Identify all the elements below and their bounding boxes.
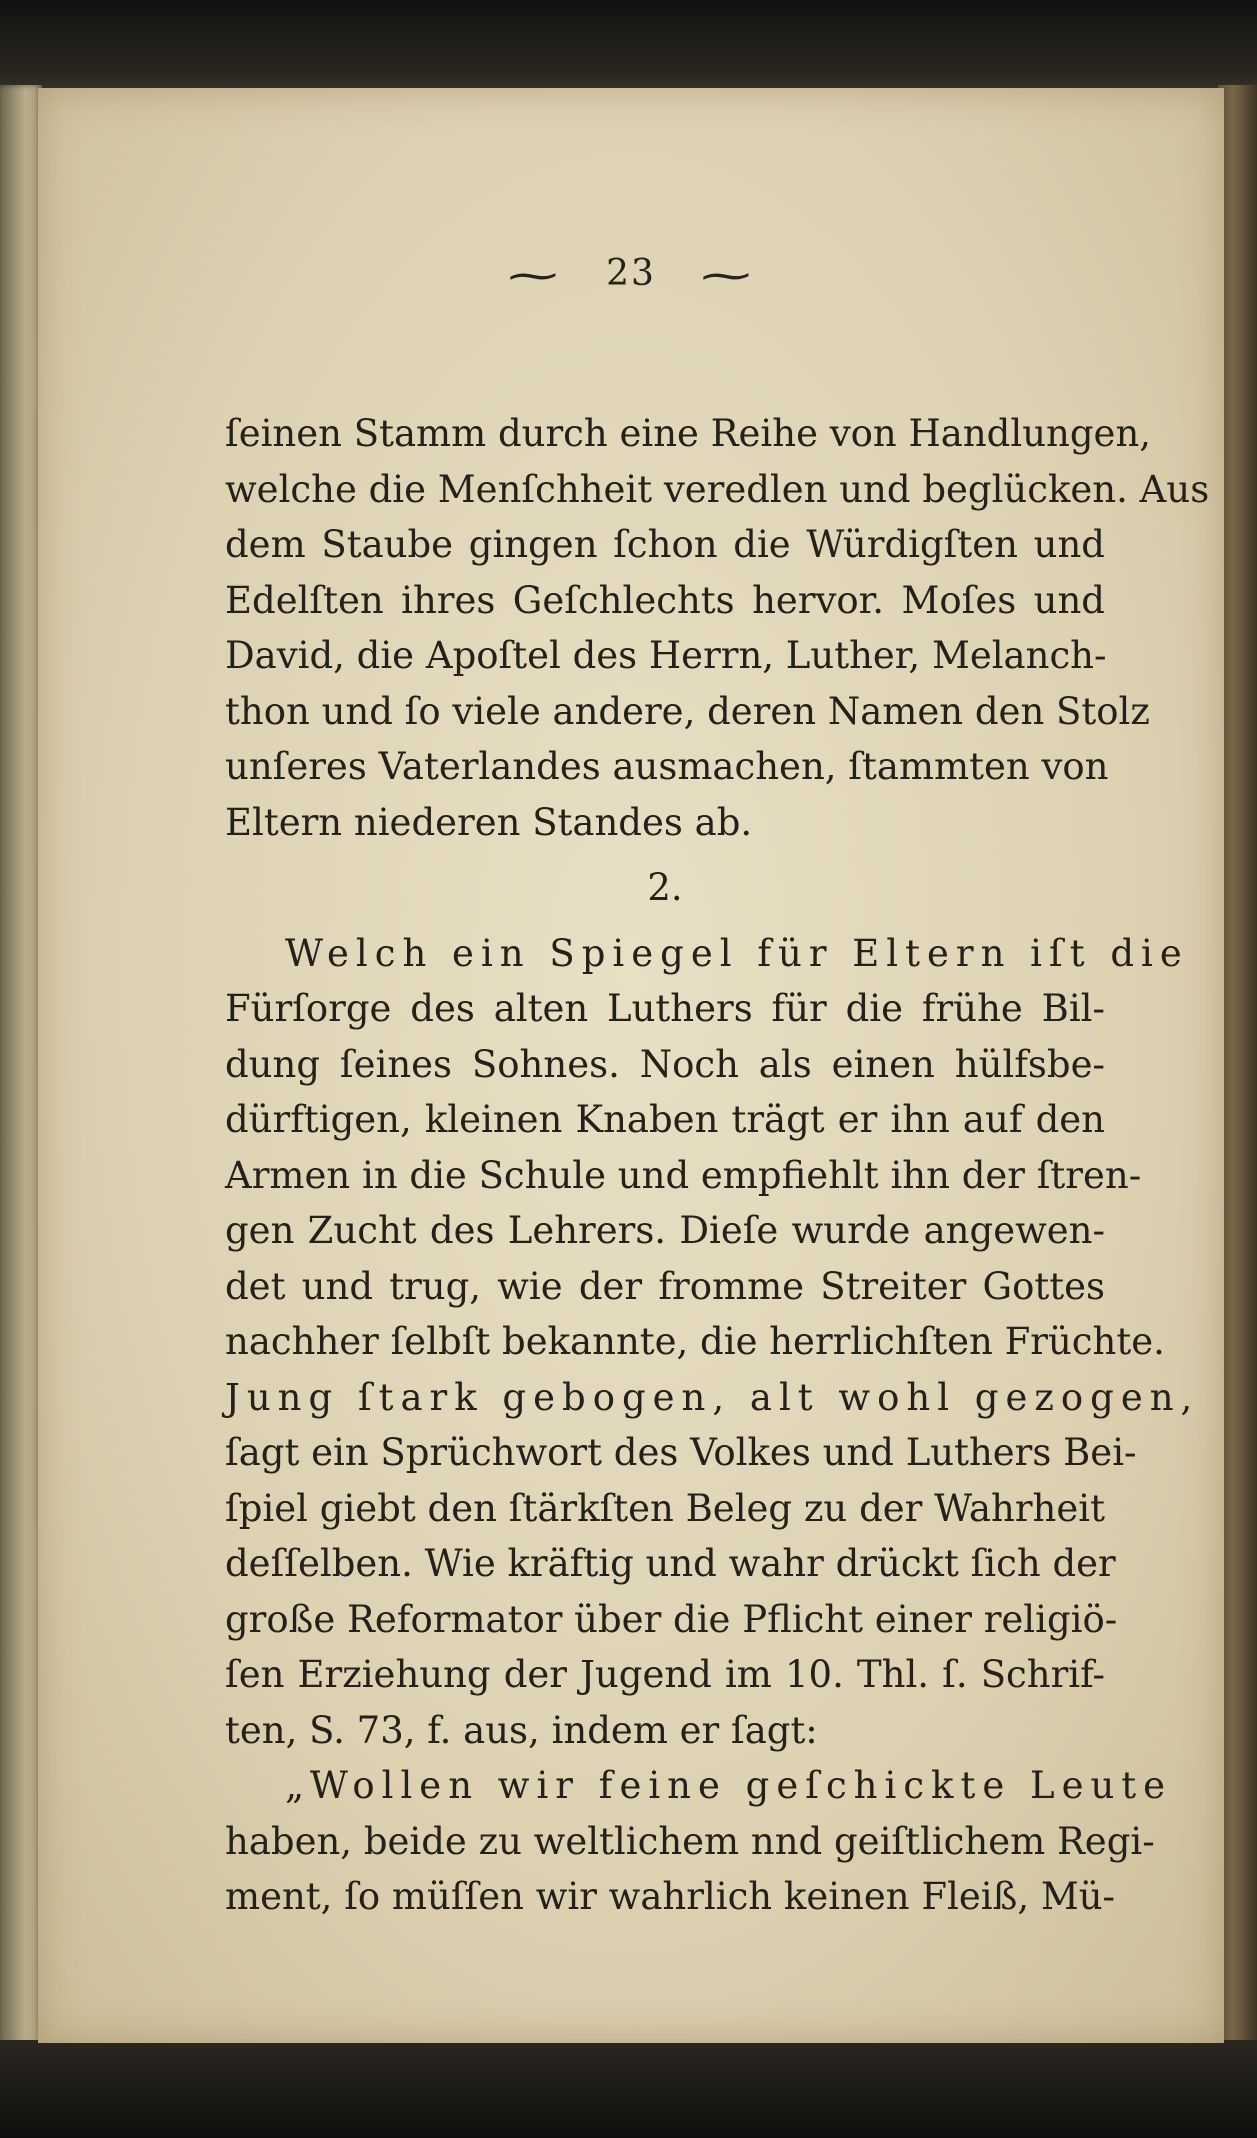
text-line: David, die Apoſtel des Herrn, Luther, Melanch-	[225, 634, 1107, 677]
text-line: ſpiel giebt den ſtärkſten Beleg zu der Wahrheit	[225, 1486, 1105, 1530]
text-line: große Reformator über die Pflicht einer religiö-	[225, 1597, 1118, 1641]
text-line: ſagt ein Sprüchwort des Volkes und Luthers Bei-	[225, 1431, 1137, 1474]
left-page-edge	[0, 85, 42, 2045]
text-line: ten, S. 73, f. aus, indem er ſagt:	[225, 1708, 818, 1752]
text-line: dem Staube gingen ſchon die Würdigſten und	[225, 523, 1105, 566]
scan-top-border	[0, 0, 1257, 95]
text-line: det und trug, wie der fromme Streiter Gottes	[225, 1264, 1105, 1308]
text-line: dung ſeines Sohnes. Noch als einen hülfsbe-	[225, 1042, 1105, 1086]
body-text	[225, 406, 1210, 1925]
ornament-right-icon: ~	[695, 253, 760, 299]
text-line: nachher ſelbſt bekannte, die herrlichſten Früchte.	[225, 1320, 1165, 1363]
text-line: Eltern niederen Standes ab.	[225, 800, 753, 844]
text-line: deſſelben. Wie kräftig und wahr drückt ſich der	[225, 1542, 1116, 1585]
text-line: dürftigen, kleinen Knaben trägt er ihn auf den	[225, 1098, 1105, 1141]
text-line: ſen Erziehung der Jugend im 10. Thl. ſ. Schrif-	[225, 1653, 1105, 1696]
text-line: thon und ſo viele andere, deren Namen den Stolz	[225, 689, 1150, 733]
quote-line-spaced: „Wollen wir feine geſchickte Leute	[285, 1764, 1173, 1807]
ornament-left-icon: ~	[502, 253, 567, 299]
quote-line: haben, beide zu weltlichem nnd geiſtlichem Regi-	[225, 1819, 1155, 1863]
text-line: Edelſten ihres Geſchlechts hervor. Moſes und	[225, 578, 1105, 622]
scan-bottom-border	[0, 2040, 1257, 2138]
text-line: unſeres Vaterlandes ausmachen, ſtammten von	[225, 745, 1109, 788]
text-line: Armen in die Schule und empfiehlt ihn der ſtren-	[225, 1153, 1142, 1197]
text-line: welche die Menſchheit veredlen und beglücken. Aus	[225, 467, 1210, 511]
page-header	[38, 253, 1224, 299]
book-page	[38, 88, 1224, 2043]
text-line: gen Zucht des Lehrers. Dieſe wurde angewen-	[225, 1209, 1105, 1252]
quote-line: ment, ſo müſſen wir wahrlich keinen Fleiß, Mü-	[225, 1875, 1116, 1918]
text-line-spaced: Welch ein Spiegel für Eltern iſt die	[285, 931, 1189, 975]
text-line: Fürſorge des alten Luthers für die frühe Bil-	[225, 987, 1105, 1030]
text-line: ſeinen Stamm durch eine Reihe von Handlungen,	[225, 412, 1152, 455]
section-heading: 2.	[647, 866, 683, 909]
page-number: 23	[606, 253, 656, 294]
text-line-spaced: Jung ſtark gebogen, alt wohl gezogen,	[225, 1375, 1200, 1419]
